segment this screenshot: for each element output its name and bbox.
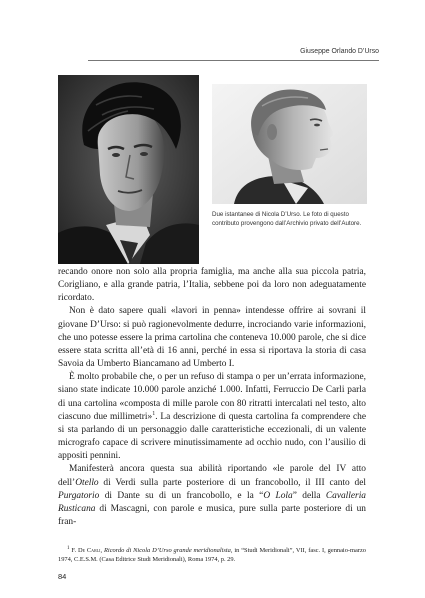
figure-caption: Due istantanee di Nicola D’Urso. Le foto di questo contributo provengono dall’Archivio privato dell’Autore. <box>212 211 362 227</box>
portrait-photo-left <box>58 75 199 264</box>
work-title-cavalleria: Cavalleria Rusticana <box>58 490 366 514</box>
footnote-author: F. De Carli <box>71 547 101 554</box>
paragraph-4-text-d: ” della <box>292 490 326 501</box>
paragraph-4-text-a: Manifesterà ancora questa sua abilità riportando «le parole del IV atto dell’ <box>58 464 366 488</box>
footnote-reference[interactable]: 1 <box>152 410 156 417</box>
page-number: 84 <box>58 572 67 581</box>
paragraph-4-text-c: di Dante su di un francobollo, e la “ <box>99 490 264 501</box>
paragraph-2: Non è dato sapere quali «lavori in penna» intendesse offrire ai sovrani il giovane D’Urso: si può ragionevolmente dedurre, incrociando varie informazioni, che uno potesse essere la prima cartolina che conteneva 10.000 parole, che si dice essere stata scritta all’età di 16 anni, perché in essa si riportava la storia di casa Savoia da Umberto Biancamano ad Umberto I. <box>58 306 366 370</box>
running-head: Giuseppe Orlando D’Urso <box>300 48 379 55</box>
footnote-rest: , in “Studi Meridionali”, VII, fasc. I, gennaio-marzo 1974, C.E.S.M. (Casa Editrice Studi Meridionali), Roma 1974, p. 29. <box>58 547 366 564</box>
work-title-purgatorio: Purgatorio <box>58 490 100 501</box>
header-rule <box>88 60 379 61</box>
paragraph-4 <box>58 463 366 529</box>
paragraph-3-text-b: . La descrizione di questa cartolina fa comprendere che si sta parlando di un personaggio dalle caratteristiche eccezionali, di un valente micrografo capace di scrivere minutissimamente ad occhio nudo, con l’ausilio di appositi pennini. <box>58 411 366 462</box>
work-title-otello: Otello <box>75 477 99 488</box>
footnote: $^1$ F. De Carli, Ricordo di Nicola D’Urso grande meridionalista, in “Studi Meridionali”, VII, fasc. I, gennaio-marzo 1974, C.E.S.M. (Casa Editrice Studi Meridionali), Roma 1974, p. 29. <box>58 545 366 564</box>
paragraph-3-text-a: È molto probabile che, o per un refuso di stampa o per un’errata informazione, siano state indicate 10.000 parole anziché 1.000. Infatti, Ferruccio De Carli parla di una cartolina «composta di mille parole con 80 ritratti intercalati nel testo, alto ciascuno due millimetri» <box>58 372 366 422</box>
footnote-number: 1 <box>67 545 70 551</box>
work-title-o-lola: O Lola <box>263 490 293 501</box>
body-text <box>58 266 366 529</box>
paragraph-1: recando onore non solo alla propria famiglia, ma anche alla sua piccola patria, Corigliano, e alla grande patria, l’Italia, sebbene poi da loro non adeguatamente ricordato. <box>58 267 366 304</box>
paragraph-4-text-e: di Mascagni, con parole e musica, pure sulla parte posteriore di un fran- <box>58 503 366 527</box>
footnote-title: Ricordo di Nicola D’Urso grande meridionalista <box>104 547 231 554</box>
paragraph-3 <box>58 371 366 463</box>
portrait-photo-right <box>212 84 367 204</box>
paragraph-4-text-b: di Verdi sulla parte posteriore di un francobollo, il III canto del <box>98 477 366 488</box>
